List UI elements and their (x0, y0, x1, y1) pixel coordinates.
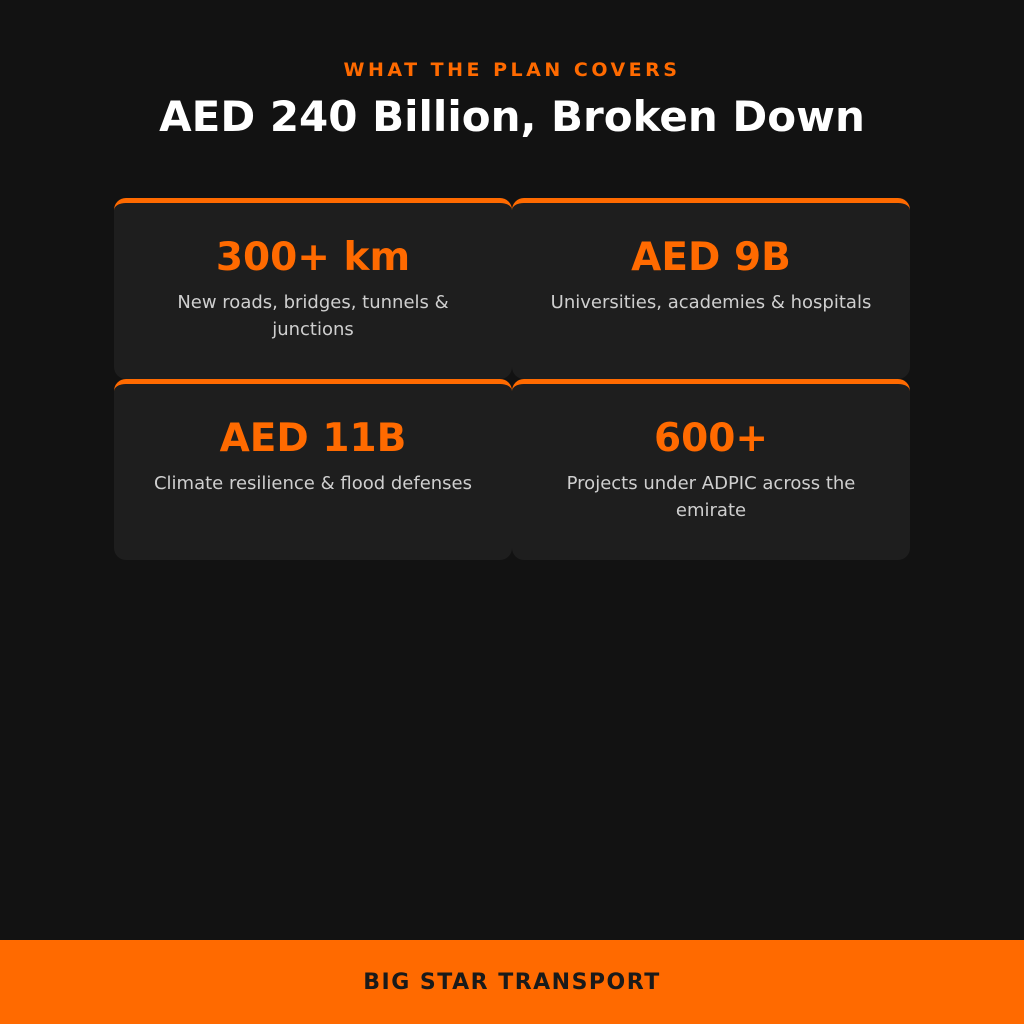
stat-description: Climate resilience & flood defenses (153, 473, 473, 494)
stat-description: Projects under ADPIC across the emirate (566, 473, 856, 521)
stat-card-climate (114, 379, 512, 560)
footer-bar (0, 940, 1024, 1024)
section-eyebrow: WHAT THE PLAN COVERS (343, 59, 681, 81)
page-title: AED 240 Billion, Broken Down (159, 92, 865, 141)
stat-value: AED 9B (631, 235, 791, 280)
stat-card-education-health (512, 198, 910, 379)
stat-value: 300+ km (215, 235, 411, 280)
footer-brand: BIG STAR TRANSPORT (363, 969, 661, 995)
stat-card-projects (512, 379, 910, 560)
stat-value: 600+ (653, 416, 769, 461)
stat-card-roads (114, 198, 512, 379)
stat-description: New roads, bridges, tunnels & junctions (177, 292, 449, 340)
stat-description: Universities, academies & hospitals (550, 292, 872, 313)
stats-grid (114, 198, 910, 560)
stat-value: AED 11B (219, 416, 407, 461)
